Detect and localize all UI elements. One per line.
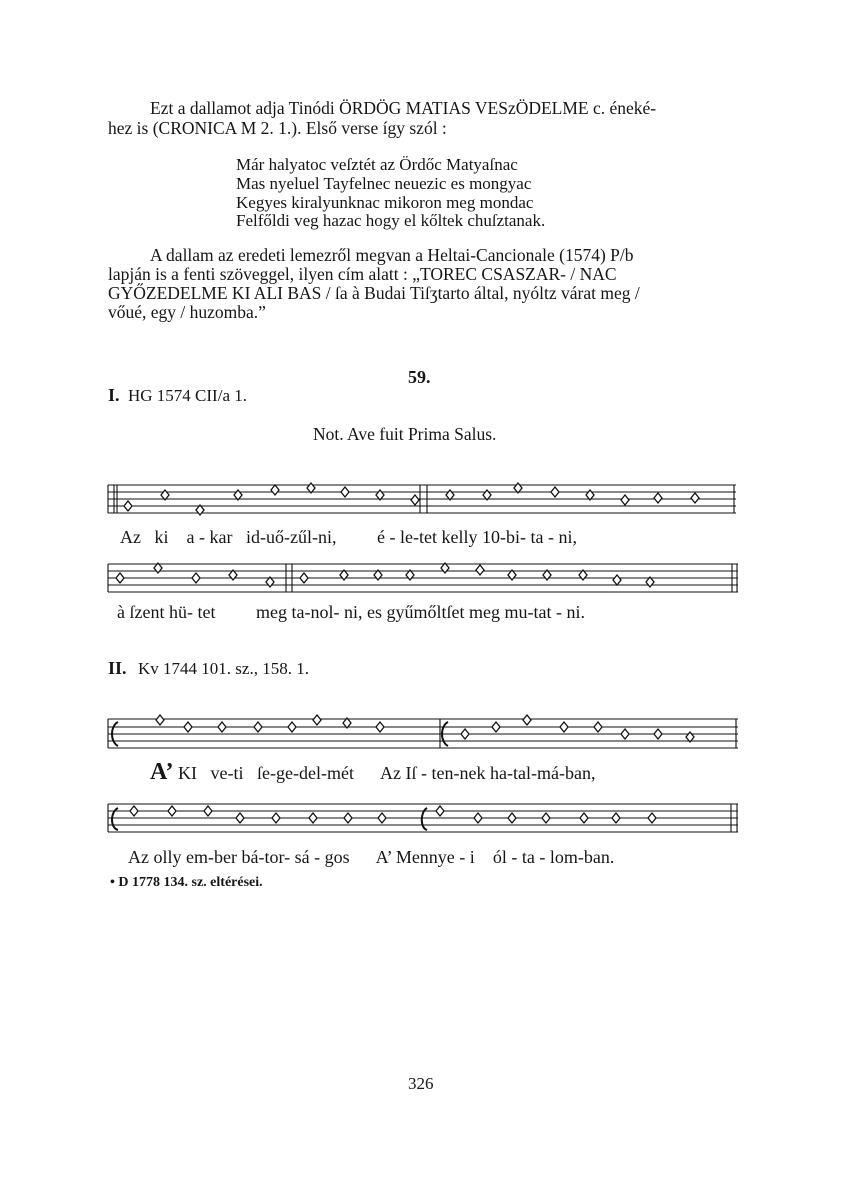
syllable: Az [120,527,141,547]
note-head [271,485,279,495]
note-head [613,575,621,585]
note-head [300,573,308,583]
syllable: é [376,527,385,547]
syllable: - [421,763,428,783]
syllable: ve- [210,763,234,783]
page-number: 326 [408,1074,434,1093]
note-head [648,813,656,823]
para2-line-4: vőué, egy / huzomba.” [108,302,266,322]
note-head [621,729,629,739]
syllable: A’ [375,847,392,867]
intro-line-2: hez is (CRONICA M 2. 1.). Első verse így szól : [108,118,447,138]
syllable: es [366,602,382,622]
syllable: lom- [549,847,584,867]
syllable: i [469,847,475,867]
syllable: má- [537,763,565,783]
note-head [508,813,516,823]
syllable: KI [178,763,198,783]
song-number: 59. [408,367,431,387]
syllable: meg [468,602,500,622]
note-head [272,813,280,823]
syllable: -ge- [270,763,300,783]
verse-line-4: Felfőldi veg hazac hogy el kőltek chuſztanak. [236,211,546,230]
section1-label: I. [108,385,120,405]
lyric-s1-line2 [117,602,585,623]
para2-line-1: A dallam az eredeti lemezről megvan a Heltai-Cancionale (1574) P/b [150,245,634,265]
note-head [474,813,482,823]
note-head [551,487,559,497]
note-head [436,806,444,816]
syllable: kelly [441,527,478,547]
syllable: A’ [150,759,174,785]
section1-heading: Not. Ave fuit Prima Salus. [313,424,497,444]
syllable: Mennye [395,847,455,867]
note-head [542,813,550,823]
note-head [376,722,384,732]
syllable: le- [399,527,419,547]
syllable: uő- [265,527,290,547]
note-head [168,806,176,816]
syllable: - [389,527,396,547]
intro-line-1: Ezt a dallamot adja Tinódi ÖRDÖG MATIAS VESzÖDELME c. éneké- [150,98,657,118]
note-head [476,565,484,575]
syllable: ni, [317,527,337,547]
note-head [288,722,296,732]
syllable: -mét [321,763,355,783]
syllable: gos [324,847,350,867]
note-head [184,722,192,732]
syllable: ni. [566,602,585,622]
syllable: a - [186,527,205,547]
syllable: meg [255,602,287,622]
note-head [218,722,226,732]
syllable: - [539,847,546,867]
note-head [461,729,469,739]
note-head [654,493,662,503]
note-head [594,722,602,732]
note-head [621,495,629,505]
syllable: ni, [558,527,577,547]
note-head [492,722,500,732]
footnote: • D 1778 134. sz. eltérései. [110,875,263,890]
syllable: ber [214,847,237,867]
syllable: ha [490,763,508,783]
note-head [313,715,321,725]
syllable: à [117,602,125,622]
syllable: tat [533,602,552,622]
note-head [309,813,317,823]
syllable: kar [209,527,233,547]
note-head [580,813,588,823]
syllable: - [459,847,466,867]
syllable: -tor- [258,847,291,867]
syllable: olly [153,847,182,867]
syllable: bá [241,847,259,867]
section2-label: II. [108,658,127,678]
syllable: mu- [504,602,534,622]
syllable: tet [197,602,216,622]
syllable: sá [294,847,310,867]
syllable: ni, [343,602,363,622]
syllable: nek [459,763,486,783]
lyric-s2-line1 [150,759,596,786]
para2-line-2: lapján is a fenti szöveggel, ilyen cím alatt : „TOREC CSASZAR- / NAC [108,264,617,284]
note-head [654,729,662,739]
section1-ref: HG 1574 CII/a 1. [128,386,247,405]
syllable: ban, [565,763,596,783]
verse-line-3: Kegyes kiralyunknac mikoron meg mondac [236,193,534,212]
syllable: - [547,527,554,547]
syllable: gyűmőltſet [386,602,465,622]
syllable: zűl- [289,527,318,547]
note-head [411,495,419,505]
syllable: bi- [505,527,526,547]
syllable: Az [380,763,402,783]
note-head [560,722,568,732]
syllable: ſe [257,763,271,783]
verse-line-2: Mas nyeluel Tayfelnec neuezic es mongyac [236,174,532,193]
note-head [254,722,262,732]
syllable: id- [245,527,266,547]
syllable: - [555,602,562,622]
syllable: 10- [481,527,506,547]
syllable: ti [233,763,244,783]
syllable: Az [128,847,149,867]
syllable: ta- [291,602,311,622]
staff-3 [108,719,738,748]
syllable: - [314,847,321,867]
note-head [341,487,349,497]
syllable: del [299,763,322,783]
syllable: ten- [431,763,460,783]
syllable: em- [186,847,214,867]
lyric-s1-line1 [120,527,577,548]
syllable: Iſ [405,763,417,783]
syllable: tet [418,527,437,547]
syllable: ta [530,527,544,547]
syllable: hü- [168,602,193,622]
note-head [236,813,244,823]
lyric-s2-line2 [128,847,614,868]
syllable: - [511,847,518,867]
note-head [378,813,386,823]
note-head [124,501,132,511]
syllable: ban. [583,847,615,867]
note-head [204,806,212,816]
staff-2 [108,564,738,592]
note-head [691,493,699,503]
syllable: ta [521,847,535,867]
note-head [116,573,124,583]
syllable: ki [154,527,169,547]
note-head [344,813,352,823]
syllable: ſzent [129,602,165,622]
note-head [612,813,620,823]
syllable: ól [492,847,507,867]
syllable: nol- [310,602,340,622]
note-head [156,715,164,725]
para2-line-3: GYŐZEDELME KI ALI BAS / ſa à Budai Tiſʒtarto által, nyóltz várat meg / [108,283,640,303]
verse-line-1: Már halyatoc veſztét az Ördőc Matyaſnac [236,155,518,174]
section2-ref: Kv 1744 101. sz., 158. 1. [138,659,309,678]
note-head [523,715,531,725]
note-head [130,806,138,816]
syllable: -tal- [507,763,538,783]
note-head [192,573,200,583]
